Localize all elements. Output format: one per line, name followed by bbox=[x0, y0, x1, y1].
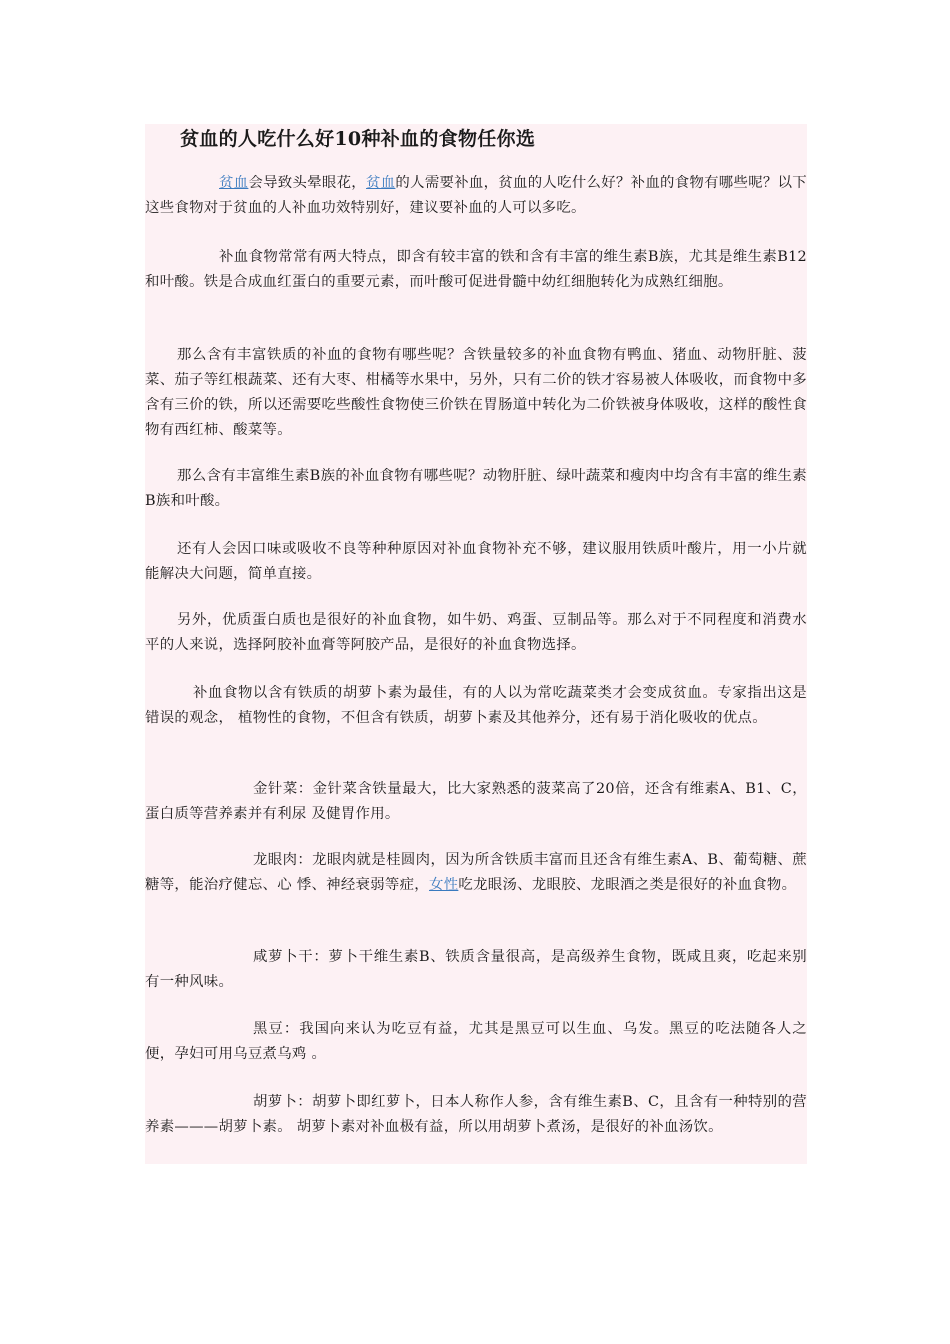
longan-text-1: 龙眼肉：龙眼肉就是桂圆肉，因为所含铁质丰富而且还含有维生素A、B、葡萄糖、蔗糖等，能治疗健忘、心 悸、神经衰弱等症， bbox=[145, 852, 807, 893]
article-title: 贫血的人吃什么好10种补血的食物任你选 bbox=[180, 128, 536, 150]
paragraph-black-bean: 黑豆：我国向来认为吃豆有益，尤其是黑豆可以生血、乌发。黑豆的吃法随各人之便，孕妇可用乌豆煮乌鸡 。 bbox=[145, 1021, 807, 1062]
paragraph-iron-foods: 那么含有丰富铁质的补血的食物有哪些呢？含铁量较多的补血食物有鸭血、猪血、动物肝脏、菠菜、茄子等红根蔬菜、还有大枣、柑橘等水果中，另外，只有二价的铁才容易被人体吸收，而食物中多含有三价的铁，所以还需要吃些酸性食物使三价铁在胃肠道中转化为二价铁被身体吸收，这样的酸性食物有西红柿、酸菜等。 bbox=[145, 347, 807, 438]
intro-text-2: 的人需要补血，贫血的人吃什么好？补血的食物有哪些呢？以下这些食物对于贫血的人补血功效特别好，建议要补血的人可以多吃。 bbox=[145, 175, 807, 216]
paragraph-dried-radish: 咸萝卜干：萝卜干维生素B、铁质含量很高，是高级养生食物，既咸且爽，吃起来别有一种风味。 bbox=[145, 949, 807, 990]
paragraph-supplement: 还有人会因口味或吸收不良等种种原因对补血食物补充不够，建议服用铁质叶酸片，用一小片就能解决大问题，简单直接。 bbox=[145, 541, 807, 582]
anemia-link-2[interactable]: 贫血 bbox=[366, 175, 396, 191]
paragraph-carotene: 补血食物以含有铁质的胡萝卜素为最佳，有的人以为常吃蔬菜类才会变成贫血。专家指出这是错误的观念， 植物性的食物，不但含有铁质，胡萝卜素及其他养分，还有易于消化吸收的优点。 bbox=[145, 685, 807, 726]
paragraph-daylily: 金针菜：金针菜含铁量最大，比大家熟悉的菠菜高了20倍，还含有维素A、B1、C，蛋白质等营养素并有利尿 及健胃作用。 bbox=[145, 781, 807, 822]
paragraph-intro bbox=[145, 171, 807, 221]
paragraph-carrot: 胡萝卜：胡萝卜即红萝卜，日本人称作人参，含有维生素B、C，且含有一种特别的营养素———胡萝卜素。 胡萝卜素对补血极有益，所以用胡萝卜煮汤，是很好的补血汤饮。 bbox=[145, 1094, 807, 1135]
paragraph-vitamin-b: 那么含有丰富维生素B族的补血食物有哪些呢？动物肝脏、绿叶蔬菜和瘦肉中均含有丰富的维生素B族和叶酸。 bbox=[145, 468, 807, 509]
anemia-link[interactable]: 贫血 bbox=[219, 175, 249, 191]
paragraph-protein: 另外，优质蛋白质也是很好的补血食物，如牛奶、鸡蛋、豆制品等。那么对于不同程度和消费水平的人来说，选择阿胶补血膏等阿胶产品，是很好的补血食物选择。 bbox=[145, 612, 807, 653]
women-link[interactable]: 女性 bbox=[429, 877, 459, 893]
paragraph-longan bbox=[145, 848, 807, 898]
intro-text-1: 会导致头晕眼花， bbox=[248, 175, 367, 191]
paragraph-features: 补血食物常常有两大特点，即含有较丰富的铁和含有丰富的维生素B族，尤其是维生素B12和叶酸。铁是合成血红蛋白的重要元素，而叶酸可促进骨髓中幼红细胞转化为成熟红细胞。 bbox=[145, 249, 807, 290]
longan-text-2: 吃龙眼汤、龙眼胶、龙眼酒之类是很好的补血食物。 bbox=[458, 877, 797, 893]
